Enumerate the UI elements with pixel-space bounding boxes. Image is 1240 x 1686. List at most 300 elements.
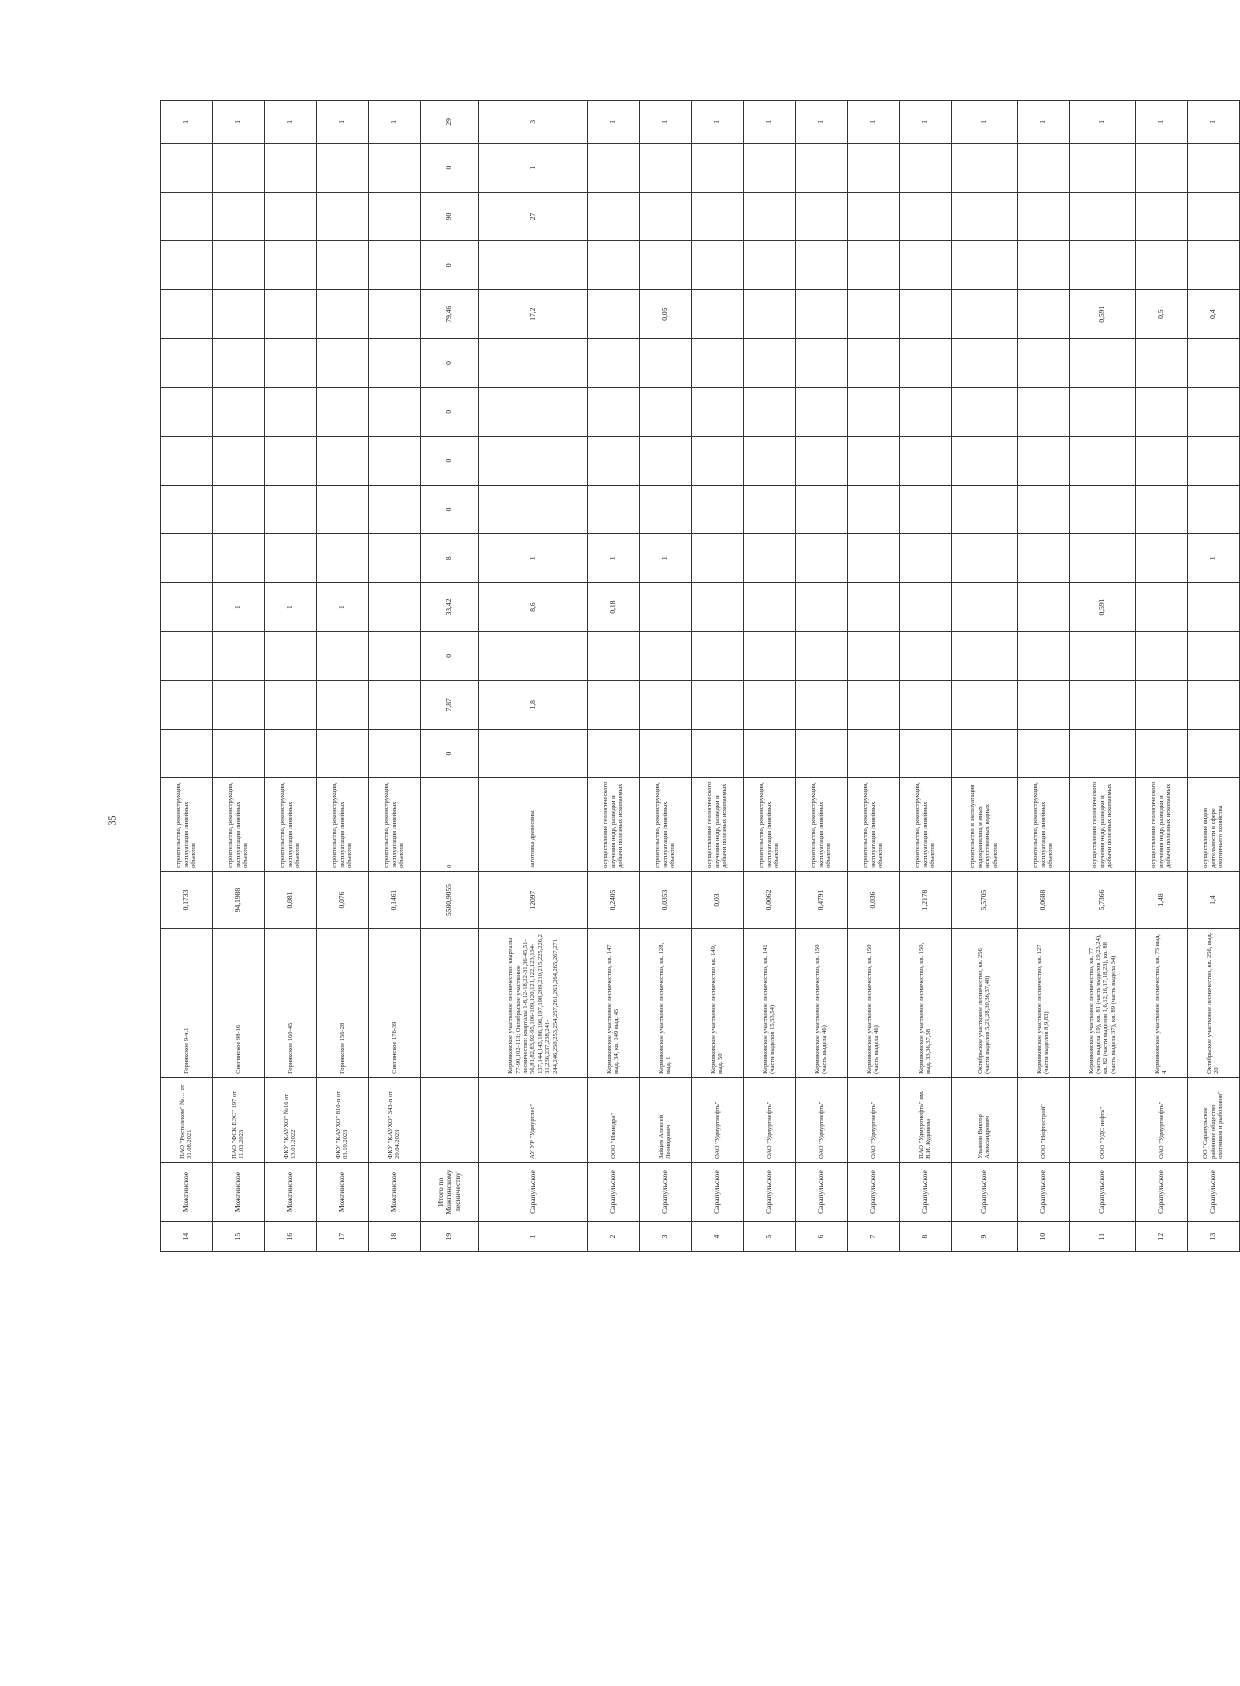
value-cell-c6 [368,485,420,534]
district-cell: Можгинское [264,1162,316,1221]
purpose-cell: заготовка древесины [479,778,588,871]
value-cell-c11 [1187,241,1239,290]
value-cell-c3 [479,632,588,681]
purpose-cell: осуществление геологического изучения недр, разведки и добычи полезных ископаемых [588,778,640,871]
table-row [1136,101,1188,1252]
value-cell-c6 [743,485,795,534]
value-cell-c8 [1069,387,1135,436]
location-cell: Кермиковское участковое лесничество, кв. 141 (части выделов 15,53,54) [743,929,795,1078]
value-cell-c9 [795,339,847,388]
value-cell-c5 [899,534,951,583]
row-number: 8 [899,1222,951,1252]
value-cell-c2 [588,680,640,729]
value-cell-c1 [899,729,951,778]
value-cell-c8 [161,387,213,436]
row-number: 14 [161,1222,213,1252]
value-cell-c9 [899,339,951,388]
row-number: 13 [1187,1222,1239,1252]
district-cell: Сарапульское [847,1162,899,1221]
organization-cell: ОАО "Удмуртнефть" [691,1077,743,1162]
purpose-cell: строительство, реконструкция, эксплуатация линейных объектов [639,778,691,871]
value-cell-c9 [639,339,691,388]
row-number: 3 [639,1222,691,1252]
value-cell-c1 [639,729,691,778]
district-cell: Можгинское [212,1162,264,1221]
value-cell-c11 [847,241,899,290]
value-cell-total: 1 [691,101,743,144]
value-cell-c4: 1 [264,583,316,632]
value-cell-c10 [161,290,213,339]
value-cell-c12 [264,192,316,241]
district-cell: Сарапульское [1017,1162,1069,1221]
organization-cell: ООО "Нефтестрой" [1017,1077,1069,1162]
value-cell-c11 [316,241,368,290]
value-cell-c7 [847,436,899,485]
value-cell-c10 [1017,290,1069,339]
value-cell-c8 [951,387,1017,436]
value-cell-c10 [691,290,743,339]
value-cell-total: 1 [639,101,691,144]
value-cell-c13 [1069,143,1135,192]
value-cell-c5 [1136,534,1188,583]
value-cell-c11 [743,241,795,290]
district-cell: Сарапульское [951,1162,1017,1221]
value-cell-c12 [1069,192,1135,241]
purpose-cell: строительство, реконструкция, эксплуатация линейных объектов [899,778,951,871]
value-cell-c9 [264,339,316,388]
value-cell-c5 [1017,534,1069,583]
value-cell-total: 1 [264,101,316,144]
value-cell-c2 [161,680,213,729]
value-cell-c9 [1187,339,1239,388]
value-cell-c7 [743,436,795,485]
purpose-cell: строительство, реконструкция, эксплуатация линейных объектов [847,778,899,871]
value-cell-c13 [588,143,640,192]
value-cell-total: 1 [316,101,368,144]
value-cell-c2 [1017,680,1069,729]
value-cell-c6 [691,485,743,534]
value-cell-c13 [847,143,899,192]
district-cell: Можгинское [316,1162,368,1221]
value-cell-c2 [1187,680,1239,729]
value-cell-c7 [1017,436,1069,485]
value-cell-c8 [479,387,588,436]
purpose-cell: строительство, реконструкция, эксплуатация линейных объектов [264,778,316,871]
value-cell-c1 [1136,729,1188,778]
value-cell-c9 [951,339,1017,388]
data-table [160,100,1240,1252]
value-cell-c3 [264,632,316,681]
location-cell: Кермиковское участковое лесничество кв. 149, выд. 50 [691,929,743,1078]
value-cell-c8 [588,387,640,436]
value-cell-c13 [691,143,743,192]
value-cell-c6 [1017,485,1069,534]
value-cell-c2: 1,8 [479,680,588,729]
value-cell-c1 [316,729,368,778]
value-cell-c11 [899,241,951,290]
value-cell-total: 1 [899,101,951,144]
value-cell-c4 [1136,583,1188,632]
value-cell-c13 [1017,143,1069,192]
area-cell: 12097 [479,871,588,928]
value-cell-total: 29 [420,101,479,144]
value-cell-c1: 0 [420,729,479,778]
value-cell-c1 [212,729,264,778]
value-cell-c5: 1 [479,534,588,583]
value-cell-c5 [691,534,743,583]
value-cell-c4 [899,583,951,632]
value-cell-c10: 0,05 [639,290,691,339]
value-cell-total: 1 [588,101,640,144]
organization-cell [420,1077,479,1162]
organization-cell: ФКУ "КАУХО" 343-п от 20.04.2023 [368,1077,420,1162]
value-cell-c4 [639,583,691,632]
value-cell-c7: 0 [420,436,479,485]
value-cell-c6 [1069,485,1135,534]
area-cell: 5,7366 [1069,871,1135,928]
value-cell-c3 [1017,632,1069,681]
value-cell-c4: 8,6 [479,583,588,632]
value-cell-c3: 0 [420,632,479,681]
district-cell: Итого по Можгинскому лесничеству [420,1162,479,1221]
purpose-cell: 0 [420,778,479,871]
value-cell-c7 [1136,436,1188,485]
location-cell: Октябрьское участковое лесничество, кв. 256, выд. 20 [1187,929,1239,1078]
value-cell-c10: 17,2 [479,290,588,339]
value-cell-c1 [847,729,899,778]
location-cell: Кермиковское участковое лесничество, кв. 147 выд. 34, кв. 149 выд. 45 [588,929,640,1078]
district-cell: Сарапульское [743,1162,795,1221]
organization-cell: ОАО "Удмуртнефть" [847,1077,899,1162]
organization-cell: ОАО "Удмуртнефть" [795,1077,847,1162]
value-cell-c3 [691,632,743,681]
value-cell-c9 [691,339,743,388]
value-cell-c13 [264,143,316,192]
location-cell: Кермиковское участковое лесничество, кв. 150 (часть выдела 46) [847,929,899,1078]
value-cell-c3 [899,632,951,681]
value-cell-c11: 0 [420,241,479,290]
value-cell-c4 [691,583,743,632]
value-cell-c9 [368,339,420,388]
row-number: 1 [479,1222,588,1252]
value-cell-total: 1 [1069,101,1135,144]
area-cell: 0,4791 [795,871,847,928]
value-cell-c2 [951,680,1017,729]
purpose-cell: строительство, реконструкция, эксплуатация линейных объектов [795,778,847,871]
value-cell-c10 [795,290,847,339]
area-cell: 0,1733 [161,871,213,928]
value-cell-c3 [847,632,899,681]
location-cell: Горнякское 9-ч.1 [161,929,213,1078]
table-row [1069,101,1135,1252]
value-cell-c1 [368,729,420,778]
value-cell-c1 [951,729,1017,778]
value-cell-c2: 7,87 [420,680,479,729]
value-cell-c12: 90 [420,192,479,241]
area-cell: 0,2405 [588,871,640,928]
value-cell-c2 [847,680,899,729]
value-cell-c13 [212,143,264,192]
district-cell: Сарапульское [1069,1162,1135,1221]
value-cell-c10 [951,290,1017,339]
value-cell-c1 [1187,729,1239,778]
value-cell-c9 [479,339,588,388]
value-cell-c8 [316,387,368,436]
row-number: 12 [1136,1222,1188,1252]
purpose-cell: строительство, реконструкция, эксплуатация линейных объектов [1017,778,1069,871]
area-cell: 1,48 [1136,871,1188,928]
location-cell: Кермиковское участковое лесничество, кв. 75 выд. 4 [1136,929,1188,1078]
area-cell: 5,5705 [951,871,1017,928]
row-number: 19 [420,1222,479,1252]
value-cell-c9 [1069,339,1135,388]
value-cell-c2 [1069,680,1135,729]
value-cell-c8 [899,387,951,436]
table-row [899,101,951,1252]
value-cell-c12 [691,192,743,241]
value-cell-c3 [795,632,847,681]
purpose-cell: строительство, реконструкция, эксплуатация линейных объектов [743,778,795,871]
value-cell-c11 [951,241,1017,290]
value-cell-c4 [161,583,213,632]
value-cell-c5 [795,534,847,583]
district-cell: Сарапульское [479,1162,588,1221]
district-cell: Сарапульское [795,1162,847,1221]
row-number: 6 [795,1222,847,1252]
value-cell-c5: 8 [420,534,479,583]
value-cell-c5 [368,534,420,583]
value-cell-c12 [639,192,691,241]
value-cell-c9 [743,339,795,388]
value-cell-c5: 1 [1187,534,1239,583]
value-cell-c11 [479,241,588,290]
organization-cell: ООО "Ижнедра" [588,1077,640,1162]
row-number: 10 [1017,1222,1069,1252]
value-cell-c2 [899,680,951,729]
value-cell-c3 [212,632,264,681]
value-cell-c3 [161,632,213,681]
row-number: 17 [316,1222,368,1252]
value-cell-c10 [316,290,368,339]
value-cell-c9 [161,339,213,388]
value-cell-c6 [212,485,264,534]
value-cell-c9 [212,339,264,388]
district-cell: Сарапульское [691,1162,743,1221]
value-cell-c10 [212,290,264,339]
value-cell-c6 [951,485,1017,534]
organization-cell: АУ УР "Удмуртлес" [479,1077,588,1162]
value-cell-c11 [1136,241,1188,290]
value-cell-c10 [588,290,640,339]
purpose-cell: строительство, реконструкция, эксплуатация линейных объектов [161,778,213,871]
table-row [639,101,691,1252]
location-cell: Кермиковское участковое лесничество, кв. 77 (часть выдела 19), кв. 81 (часть выделов 19,23,24), кв. 82 (части выделов 1,6,12,16,17,18,23), кв. 88 (часть выдела 37), кв. 89 (часть выдела 34) [1069,929,1135,1078]
value-cell-c12 [1017,192,1069,241]
table-row [588,101,640,1252]
value-cell-c5 [743,534,795,583]
value-cell-c11 [1069,241,1135,290]
value-cell-c2 [212,680,264,729]
value-cell-c8 [639,387,691,436]
value-cell-c7 [588,436,640,485]
value-cell-c11 [588,241,640,290]
value-cell-c10: 79,46 [420,290,479,339]
purpose-cell: осуществление видов деятельности в сфере охотничьего хозяйства [1187,778,1239,871]
area-cell: 0,0353 [639,871,691,928]
value-cell-c8 [743,387,795,436]
rotated-table-wrapper [160,100,1240,1252]
value-cell-c13: 1 [479,143,588,192]
location-cell: Горнякское 160-45 [264,929,316,1078]
value-cell-c12 [1187,192,1239,241]
organization-cell: Ульянов Виктор Александрович [951,1077,1017,1162]
value-cell-c1 [1017,729,1069,778]
location-cell: Снегинское 176-39 [368,929,420,1078]
value-cell-c1 [588,729,640,778]
table-row [1017,101,1069,1252]
value-cell-c6 [161,485,213,534]
value-cell-c12 [588,192,640,241]
value-cell-c4: 33,42 [420,583,479,632]
value-cell-c1 [264,729,316,778]
organization-cell: ОАО "Удмуртнефть" [1136,1077,1188,1162]
value-cell-c13 [1187,143,1239,192]
value-cell-total: 1 [212,101,264,144]
value-cell-total: 1 [1136,101,1188,144]
value-cell-c2 [795,680,847,729]
value-cell-c12 [316,192,368,241]
row-number: 18 [368,1222,420,1252]
location-cell: Горнякское 156-28 [316,929,368,1078]
value-cell-c7 [899,436,951,485]
value-cell-c12 [743,192,795,241]
value-cell-c12 [847,192,899,241]
district-cell: Можгинское [368,1162,420,1221]
row-number: 4 [691,1222,743,1252]
value-cell-c8 [212,387,264,436]
value-cell-c7 [951,436,1017,485]
organization-cell: ПАО "Ростелеком" №… от 31.08.2021 [161,1077,213,1162]
value-cell-total: 1 [795,101,847,144]
value-cell-c4 [847,583,899,632]
value-cell-c8 [691,387,743,436]
value-cell-c11 [212,241,264,290]
table-row [847,101,899,1252]
value-cell-c2 [691,680,743,729]
value-cell-c13 [795,143,847,192]
value-cell-total: 1 [743,101,795,144]
value-cell-c7 [368,436,420,485]
value-cell-total: 3 [479,101,588,144]
value-cell-c9 [1136,339,1188,388]
value-cell-c2 [264,680,316,729]
value-cell-c13 [161,143,213,192]
value-cell-c7 [1069,436,1135,485]
area-cell: 0,1461 [368,871,420,928]
value-cell-c6 [899,485,951,534]
value-cell-c3 [1187,632,1239,681]
value-cell-c7 [161,436,213,485]
value-cell-c12 [951,192,1017,241]
purpose-cell: осуществление геологического изучения недр, разведки и добычи полезных ископаемых [691,778,743,871]
location-cell: Снегинское 98-16 [212,929,264,1078]
value-cell-c4 [1017,583,1069,632]
value-cell-c1 [691,729,743,778]
value-cell-c9 [847,339,899,388]
value-cell-c8 [1017,387,1069,436]
value-cell-c7 [264,436,316,485]
value-cell-c7 [691,436,743,485]
table-row [420,101,479,1252]
value-cell-c10 [743,290,795,339]
value-cell-c4 [1187,583,1239,632]
value-cell-c6 [795,485,847,534]
value-cell-c4 [951,583,1017,632]
value-cell-c13: 0 [420,143,479,192]
value-cell-c9 [588,339,640,388]
district-cell: Сарапульское [1187,1162,1239,1221]
value-cell-c12 [1136,192,1188,241]
district-cell: Сарапульское [899,1162,951,1221]
row-number: 7 [847,1222,899,1252]
purpose-cell: строительство, реконструкция, эксплуатация линейных объектов [316,778,368,871]
organization-cell: Зайцев Алексей Леонидович [639,1077,691,1162]
value-cell-c3 [951,632,1017,681]
value-cell-c11 [795,241,847,290]
value-cell-c8 [847,387,899,436]
value-cell-c4 [743,583,795,632]
purpose-cell: строительство, реконструкция, эксплуатация линейных объектов [212,778,264,871]
value-cell-c3 [639,632,691,681]
value-cell-c2 [1136,680,1188,729]
value-cell-c1 [743,729,795,778]
value-cell-c6 [1187,485,1239,534]
row-number: 5 [743,1222,795,1252]
value-cell-c10 [847,290,899,339]
value-cell-c2 [316,680,368,729]
value-cell-c11 [264,241,316,290]
value-cell-c6 [264,485,316,534]
district-cell: Можгинское [161,1162,213,1221]
value-cell-c7 [795,436,847,485]
value-cell-c10: 0,5 [1136,290,1188,339]
area-cell: 0,03 [691,871,743,928]
organization-cell: ОО "Сарапульское районное общество охотников и рыболовов" [1187,1077,1239,1162]
table-row [368,101,420,1252]
value-cell-c5 [212,534,264,583]
value-cell-c2 [743,680,795,729]
location-cell [420,929,479,1078]
value-cell-c12 [795,192,847,241]
value-cell-c3 [743,632,795,681]
value-cell-c12: 27 [479,192,588,241]
value-cell-c4: 0,18 [588,583,640,632]
value-cell-c10: 0,591 [1069,290,1135,339]
value-cell-total: 1 [1187,101,1239,144]
value-cell-c13 [316,143,368,192]
value-cell-c4 [795,583,847,632]
purpose-cell: строительство и эксплуатация водохранилищ и иных искусственных водных объектов [951,778,1017,871]
value-cell-c13 [951,143,1017,192]
value-cell-c1 [795,729,847,778]
value-cell-c6: 0 [420,485,479,534]
area-cell: 1,2178 [899,871,951,928]
table-row [795,101,847,1252]
organization-cell: ФКУ "КАУХО" 810-п от 03.10.2023 [316,1077,368,1162]
value-cell-c6 [847,485,899,534]
value-cell-c9 [1017,339,1069,388]
value-cell-c1 [1069,729,1135,778]
